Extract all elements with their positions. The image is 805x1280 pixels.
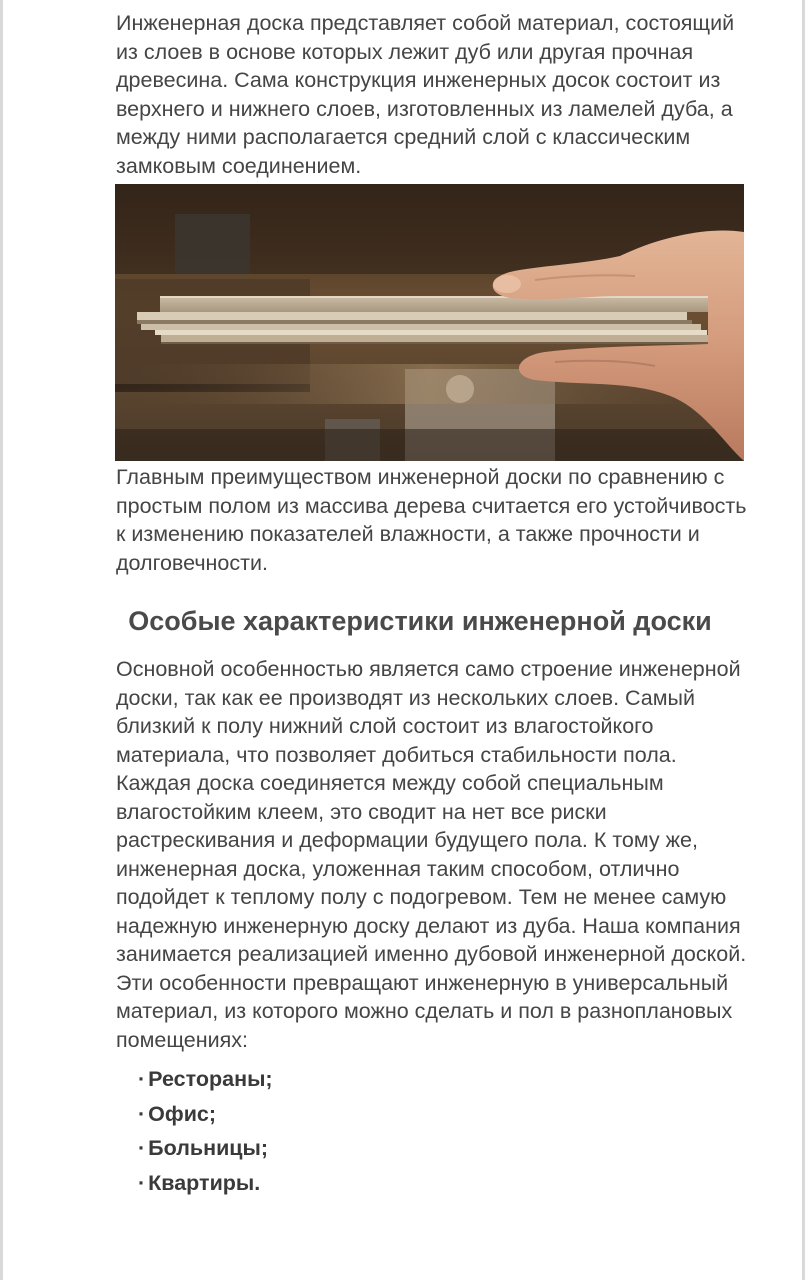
bullet-dot: · xyxy=(138,1101,146,1126)
list-item xyxy=(138,1131,752,1166)
engineered-board-photo xyxy=(115,184,744,461)
list-item-label: Офис; xyxy=(148,1101,217,1126)
list-item-label: Больницы; xyxy=(148,1136,269,1160)
intro-paragraph: Инженерная доска представляет собой материал, состоящий из слоев в основе которых лежит дуб или другая прочная древесина. Сама конструкция инженерных досок состоит из верхнего и нижнего слоев, изготовленных из ламелей дуба, а между ними располагается средний слой с классическим замковым соединением. xyxy=(116,11,735,178)
article-body xyxy=(116,9,752,1200)
features-paragraph: Основной особенностью является само строение инженерной доски, так как ее производят из нескольких слоев. Самый близкий к полу нижний слой состоит из влагостойкого материала, что позволяет добиться стабильности пола. Каждая доска соединяется между собой специальным влагостойким клеем, это сводит на нет все риски растрескивания и деформации будущего пола. К тому же, инженерная доска, уложенная таким способом, отлично подойдет к теплому полу с подогревом. Тем не менее самую надежную инженерную доску делают из дуба. Наша компания занимается реализацией именно дубовой инженерной доской. Эти особенности превращают инженерную в универсальный материал, из которого можно сделать и пол в разноплановых помещениях: xyxy=(116,657,747,1052)
bullet-dot: · xyxy=(138,1136,146,1160)
advantage-paragraph: Главным преимуществом инженерной доски по сравнению с простым полом из массива дерева считается его устойчивость к изменению показателей влажности, а также прочности и долговечности. xyxy=(116,465,747,575)
room-types-list xyxy=(138,1062,752,1200)
bullet-dot: · xyxy=(138,1067,146,1091)
list-item xyxy=(138,1097,752,1132)
list-item-label: Рестораны; xyxy=(148,1067,273,1091)
list-item xyxy=(138,1166,752,1201)
list-item-label: Квартиры. xyxy=(148,1170,261,1195)
list-item xyxy=(138,1062,752,1097)
bullet-dot: · xyxy=(138,1170,146,1195)
page-left-edge xyxy=(0,0,3,1280)
section-heading: Особые характеристики инженерной доски xyxy=(128,606,712,636)
